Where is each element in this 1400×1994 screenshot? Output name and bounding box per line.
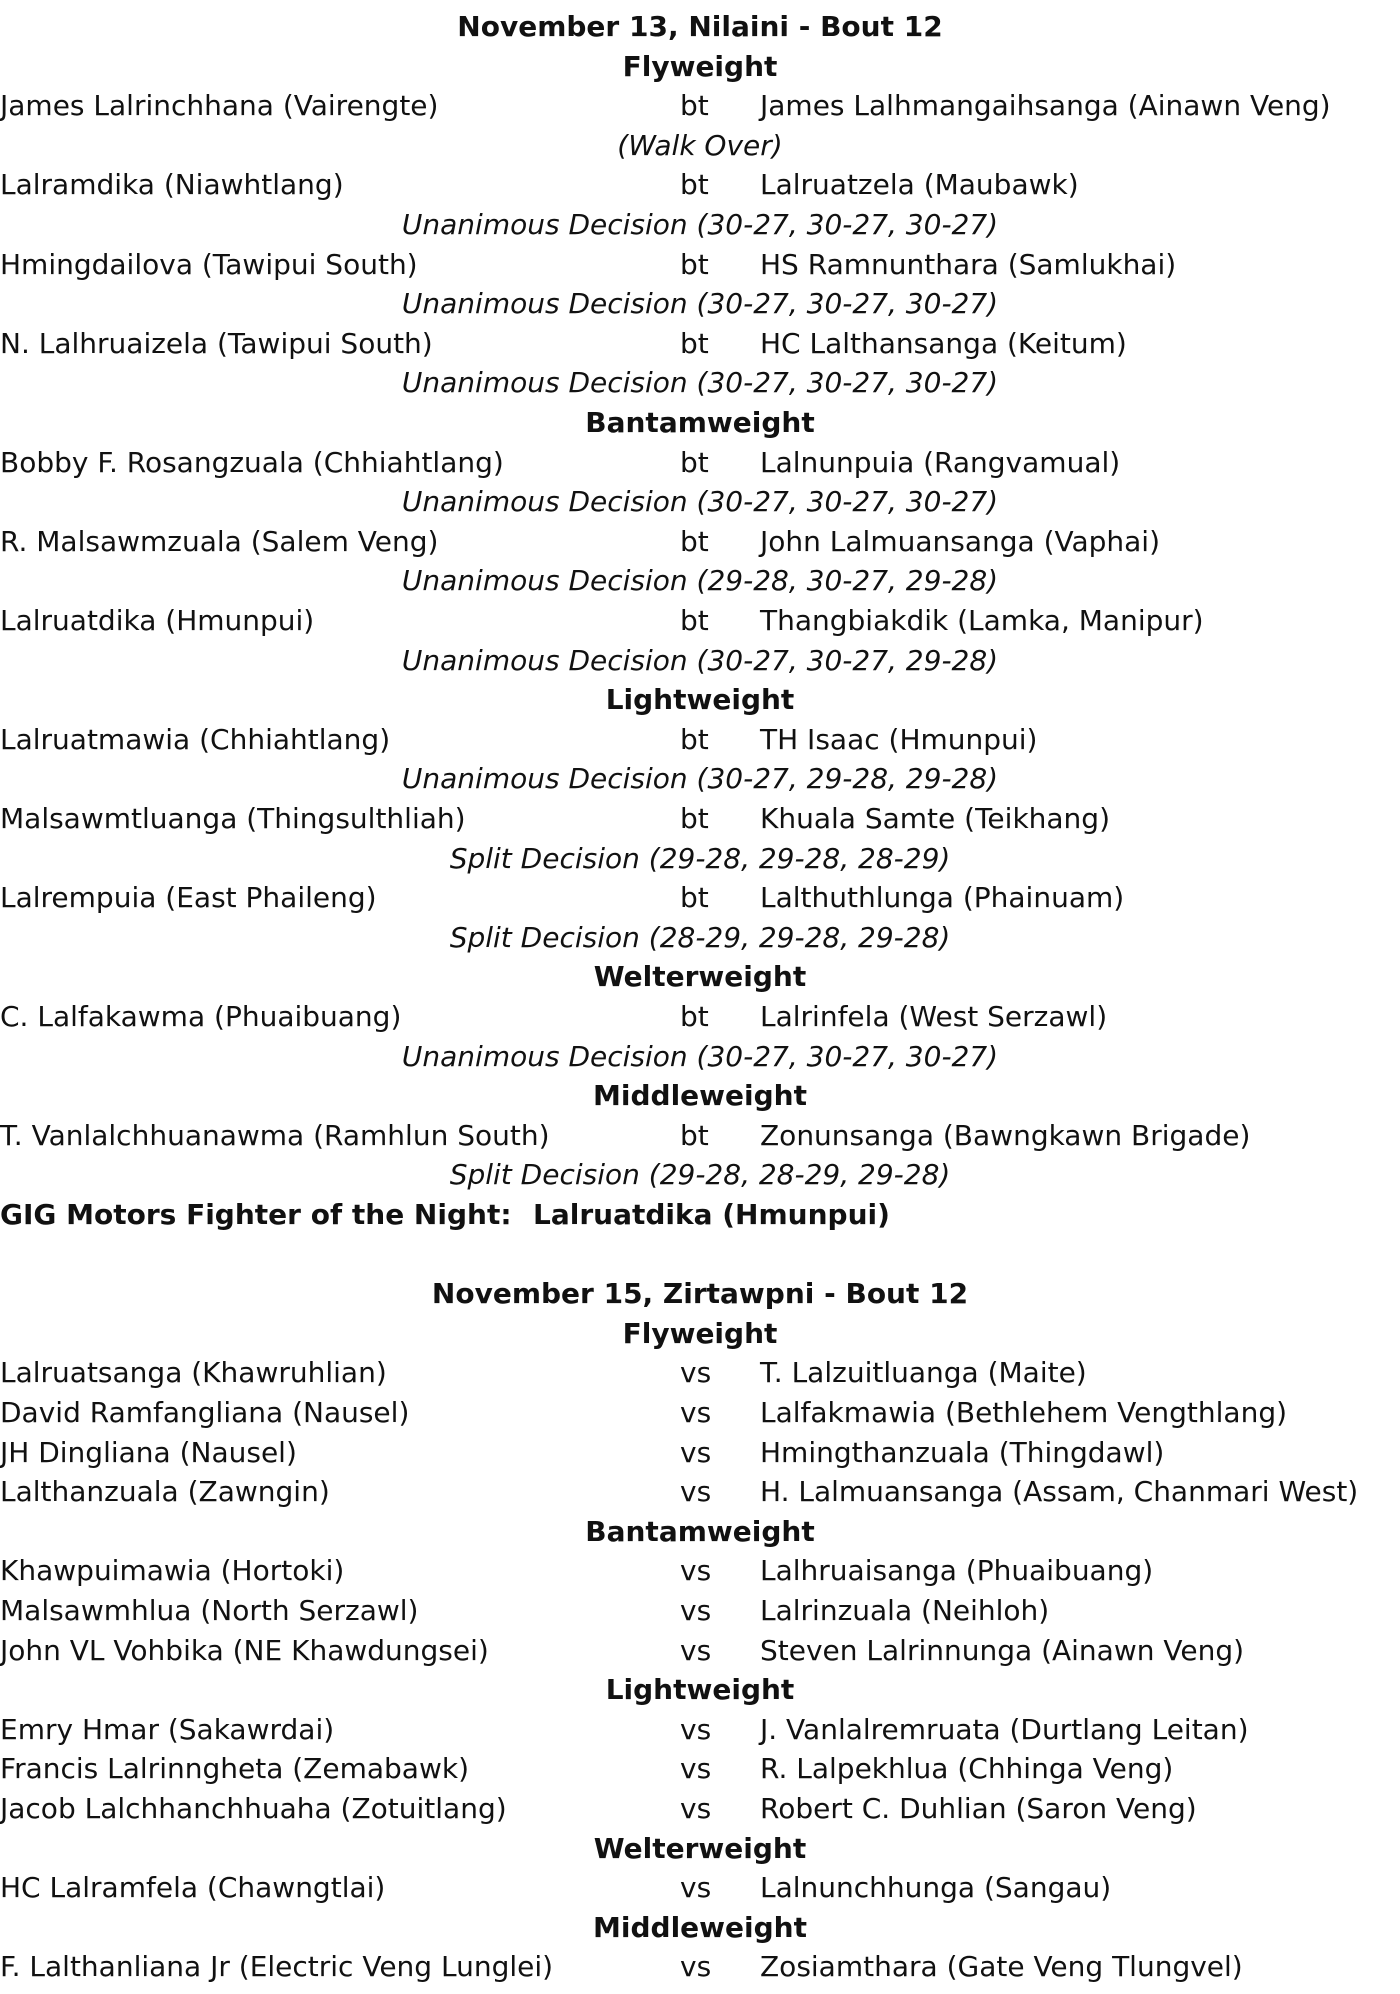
bout-separator: vs (680, 1871, 712, 1905)
bout-result: Split Decision (28-29, 29-28, 29-28) (449, 920, 951, 954)
bout-row (0, 1631, 1400, 1671)
bout-row (0, 324, 1400, 364)
event-title: November 15, Zirtawpni - Bout 12 (431, 1277, 969, 1311)
bout-result: Split Decision (29-28, 29-28, 28-29) (449, 841, 951, 875)
bout-separator: vs (680, 1633, 712, 1667)
fighter-a: Lalruatsanga (Khawruhlian) (0, 1356, 387, 1390)
bout-result: Unanimous Decision (30-27, 30-27, 30-27) (401, 485, 999, 519)
division-heading: Middleweight (593, 1079, 807, 1113)
bout-row (0, 1353, 1400, 1393)
fighter-b: John Lalmuansanga (Vaphai) (760, 524, 1161, 558)
bout-separator: vs (680, 1396, 712, 1429)
fighter-a: Malsawmtluanga (Thingsulthliah) (0, 802, 466, 835)
fighter-a: HC Lalramfela (Chawngtlai) (0, 1871, 386, 1905)
bout-result: Unanimous Decision (30-27, 30-27, 30-27) (401, 1039, 999, 1073)
bout-result: Split Decision (29-28, 28-29, 29-28) (449, 1158, 951, 1192)
bout-row (0, 997, 1400, 1037)
division-heading: Lightweight (605, 683, 795, 717)
division-heading: Lightweight (605, 1673, 795, 1707)
fighter-a: John VL Vohbika (NE Khawdungsei) (0, 1633, 489, 1667)
fighter-b: T. Lalzuitluanga (Maite) (760, 1356, 1087, 1390)
bout-row (0, 1551, 1400, 1591)
fighter-a: T. Vanlalchhuanawma (Ramhlun South) (0, 1118, 550, 1152)
bout-row (0, 601, 1400, 641)
division-heading: Bantamweight (585, 406, 815, 439)
bout-row (0, 1591, 1400, 1631)
fighter-of-night-name: Lalruatdika (Hmunpui) (533, 1198, 890, 1231)
fighter-b: Lalrinzuala (Neihloh) (760, 1594, 1050, 1627)
bout-row (0, 1472, 1400, 1512)
fighter-b: R. Lalpekhlua (Chhinga Veng) (760, 1752, 1174, 1786)
bout-separator: bt (680, 722, 709, 756)
fighter-a: Francis Lalrinngheta (Zemabawk) (0, 1752, 469, 1786)
division-heading: Welterweight (593, 1831, 807, 1865)
fighter-b: Lalhruaisanga (Phuaibuang) (760, 1554, 1154, 1588)
fighter-a: JH Dingliana (Nausel) (0, 1435, 297, 1469)
bout-separator: bt (680, 326, 709, 360)
bout-separator: bt (680, 445, 709, 479)
bout-separator: bt (680, 247, 709, 281)
fighter-b: TH Isaac (Hmunpui) (760, 722, 1038, 756)
bout-separator: vs (680, 1950, 712, 1984)
fighter-b: J. Vanlalremruata (Durtlang Leitan) (760, 1712, 1249, 1746)
fighter-b: Steven Lalrinnunga (Ainawn Veng) (760, 1633, 1245, 1667)
bout-separator: bt (680, 168, 709, 202)
bout-separator: vs (680, 1712, 712, 1746)
bout-separator: bt (680, 89, 709, 123)
fighter-b: Lalnunpuia (Rangvamual) (760, 445, 1121, 479)
fighter-a: Lalrempuia (East Phaileng) (0, 881, 377, 915)
bout-result: Unanimous Decision (30-27, 30-27, 30-27) (401, 366, 999, 400)
bout-separator: bt (680, 1118, 709, 1152)
fighter-a: Lalthanzuala (Zawngin) (0, 1475, 330, 1509)
bout-separator: vs (680, 1594, 712, 1627)
fighter-b: Lalrinfela (West Serzawl) (760, 1000, 1108, 1033)
bout-result: Unanimous Decision (30-27, 30-27, 29-28) (401, 643, 999, 677)
bout-result: (Walk Over) (617, 128, 783, 162)
bout-result: Unanimous Decision (30-27, 30-27, 30-27) (401, 208, 999, 241)
fighter-a: F. Lalthanliana Jr (Electric Veng Lunglei) (0, 1950, 554, 1984)
fighter-a: Emry Hmar (Sakawrdai) (0, 1712, 335, 1746)
bout-separator: vs (680, 1752, 712, 1786)
fighter-a: C. Lalfakawma (Phuaibuang) (0, 1000, 402, 1033)
fighter-a: R. Malsawmzuala (Salem Veng) (0, 524, 439, 558)
fighter-a: Malsawmhlua (North Serzawl) (0, 1594, 419, 1627)
fighter-a: Bobby F. Rosangzuala (Chhiahtlang) (0, 445, 504, 479)
bout-separator: vs (680, 1475, 712, 1509)
bout-row (0, 86, 1400, 126)
bout-separator: vs (680, 1554, 712, 1588)
fighter-a: David Ramfangliana (Nausel) (0, 1396, 410, 1429)
fighter-a: Lalruatdika (Hmunpui) (0, 604, 315, 637)
bout-result: Unanimous Decision (30-27, 30-27, 30-27) (401, 287, 999, 321)
fighter-b: Zosiamthara (Gate Veng Tlungvel) (760, 1950, 1243, 1984)
fighter-a: Jacob Lalchhanchhuaha (Zotuitlang) (0, 1792, 507, 1825)
fighter-b: Lalruatzela (Maubawk) (760, 168, 1079, 202)
bout-separator: bt (680, 1000, 709, 1033)
bout-row (0, 1947, 1400, 1987)
fighter-b: HC Lalthansanga (Keitum) (760, 326, 1127, 360)
fighter-b: Robert C. Duhlian (Saron Veng) (760, 1792, 1197, 1825)
fighter-b: H. Lalmuansanga (Assam, Chanmari West) (760, 1475, 1359, 1509)
bout-row (0, 1393, 1400, 1433)
bout-separator: bt (680, 604, 709, 637)
bout-row (0, 1433, 1400, 1473)
bout-result: Unanimous Decision (29-28, 30-27, 29-28) (401, 564, 999, 598)
event-title: November 13, Nilaini - Bout 12 (457, 10, 943, 43)
bout-row (0, 1116, 1400, 1156)
bout-row (0, 720, 1400, 760)
bout-row (0, 443, 1400, 483)
bout-separator: vs (680, 1356, 712, 1390)
bout-separator: bt (680, 802, 709, 835)
fighter-a: James Lalrinchhana (Vairengte) (0, 89, 439, 123)
bout-row (0, 522, 1400, 562)
bout-row (0, 1868, 1400, 1908)
fighter-a: N. Lalhruaizela (Tawipui South) (0, 326, 433, 360)
bout-row (0, 799, 1400, 839)
bout-separator: vs (680, 1435, 712, 1469)
bout-separator: bt (680, 881, 709, 915)
fighter-b: Lalthuthlunga (Phainuam) (760, 881, 1125, 915)
fighter-of-night-row (0, 1195, 1400, 1235)
bout-separator: vs (680, 1792, 712, 1825)
fighter-b: Hmingthanzuala (Thingdawl) (760, 1435, 1165, 1469)
bout-result: Unanimous Decision (30-27, 29-28, 29-28) (401, 762, 999, 796)
fighter-b: Zonunsanga (Bawngkawn Brigade) (760, 1118, 1251, 1152)
bout-row (0, 1749, 1400, 1789)
bout-row (0, 245, 1400, 285)
division-heading: Welterweight (593, 960, 807, 994)
fighter-a: Khawpuimawia (Hortoki) (0, 1554, 345, 1588)
fighter-a: Hmingdailova (Tawipui South) (0, 247, 418, 281)
bout-row (0, 1710, 1400, 1750)
fighter-of-night-label: GIG Motors Fighter of the Night: (0, 1198, 512, 1231)
fighter-b: HS Ramnunthara (Samlukhai) (760, 247, 1177, 281)
fighter-b: Lalfakmawia (Bethlehem Vengthlang) (760, 1396, 1288, 1429)
bout-row (0, 165, 1400, 205)
fighter-b: James Lalhmangaihsanga (Ainawn Veng) (760, 89, 1331, 123)
bout-separator: bt (680, 524, 709, 558)
division-heading: Bantamweight (585, 1514, 815, 1548)
division-heading: Middleweight (593, 1910, 807, 1944)
division-heading: Flyweight (622, 49, 778, 83)
fighter-a: Lalruatmawia (Chhiahtlang) (0, 722, 391, 756)
fighter-a: Lalramdika (Niawhtlang) (0, 168, 344, 202)
bout-row (0, 878, 1400, 918)
fighter-b: Lalnunchhunga (Sangau) (760, 1871, 1112, 1905)
fighter-b: Thangbiakdik (Lamka, Manipur) (760, 604, 1204, 637)
division-heading: Flyweight (622, 1316, 778, 1350)
bout-row (0, 1789, 1400, 1829)
fighter-b: Khuala Samte (Teikhang) (760, 802, 1110, 835)
